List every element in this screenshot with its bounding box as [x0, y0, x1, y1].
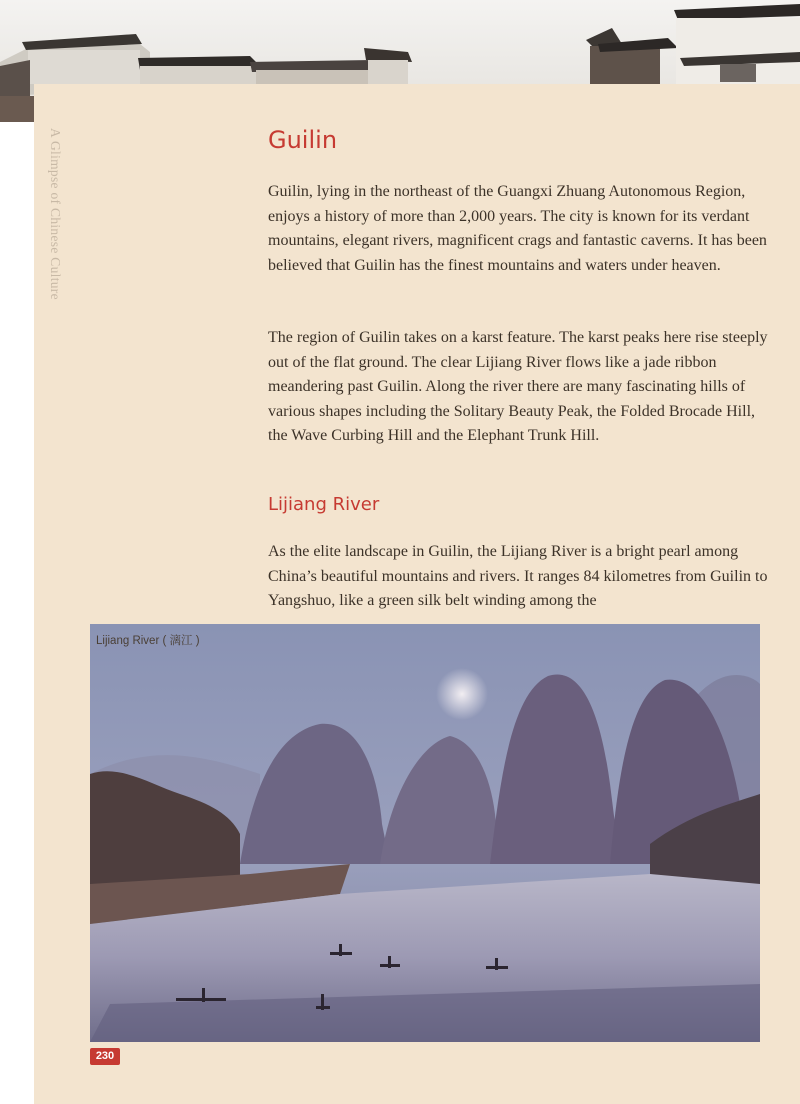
running-book-title: A Glimpse of Chinese Culture — [48, 128, 63, 300]
paragraph-lijiang: As the elite landscape in Guilin, the Lijiang River is a bright pearl among China’s beautiful mountains and rivers. It ranges 84 kilometres from Guilin to Yangshuo, like a green silk belt winding among the — [268, 543, 768, 609]
section-title: Guilin — [268, 126, 338, 154]
subsection-title: Lijiang River — [268, 494, 380, 515]
page-margin — [0, 122, 34, 1104]
page-number: 230 — [90, 1048, 120, 1065]
paragraph-intro: Guilin, lying in the northeast of the Guangxi Zhuang Autonomous Region, enjoys a history of more than 2,000 years. The city is known for its verdant mountains, elegant rivers, magnificent crags and fantastic caverns. It has been believed that Guilin has the finest mountains and waters under heaven. — [268, 183, 767, 274]
lijiang-river-photo — [90, 624, 760, 1042]
river-landscape-illustration — [90, 624, 760, 1042]
photo-caption: Lijiang River ( 漓江 ) — [96, 635, 200, 647]
paragraph-karst: The region of Guilin takes on a karst feature. The karst peaks here rise steeply out of the flat ground. The clear Lijiang River flows like a jade ribbon meandering past Guilin. Along the river there are many fascinating hills of various shapes including the Solitary Beauty Peak, the Folded Brocade Hill, the Wave Curbing Hill and the Elephant Trunk Hill. — [268, 329, 768, 444]
